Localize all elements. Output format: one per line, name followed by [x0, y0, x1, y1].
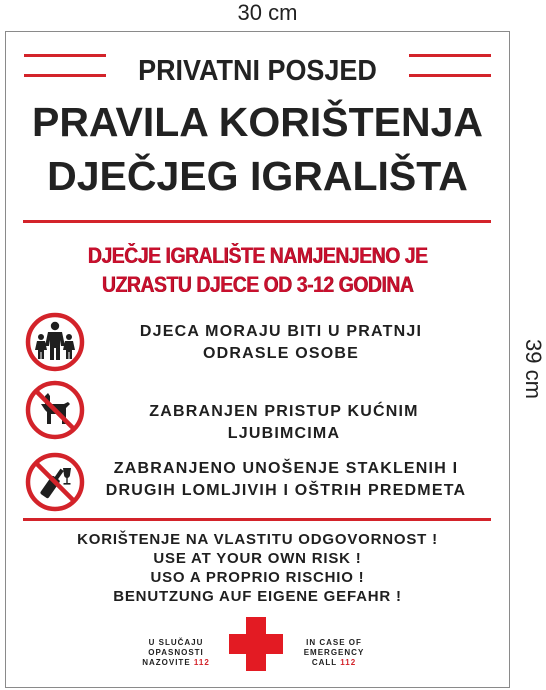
- no-glass-icon: [25, 452, 85, 512]
- own-risk-english: USE AT YOUR OWN RISK !: [153, 550, 362, 567]
- sign-title-line2: DJEČJEG IGRALIŠTA: [47, 153, 468, 199]
- own-risk-german: BENUTZUNG AUF EIGENE GEFAHR !: [113, 588, 402, 605]
- emergency-english-call-label: CALL: [311, 658, 338, 667]
- rule-adult-supervision-line2: ODRASLE OSOBE: [202, 345, 360, 362]
- emergency-english-line2: EMERGENCY: [303, 648, 365, 657]
- rule-no-glass-line2: DRUGIH LOMLJIVIH I OŠTRIH PREDMETA: [105, 482, 467, 499]
- private-property-heading: PRIVATNI POSJED: [138, 55, 377, 87]
- rule-no-pets-line1: ZABRANJEN PRISTUP KUĆNIM LJUBIMCIMA: [149, 403, 419, 442]
- adult-with-children-icon: [25, 312, 85, 372]
- own-risk-notice: [6, 530, 509, 606]
- rule-no-pets: [94, 401, 474, 445]
- age-notice-line2: UZRASTU DJECE OD 3-12 GODINA: [101, 272, 414, 297]
- playground-rules-sign: [5, 31, 510, 688]
- age-notice-line1: DJEČJE IGRALIŠTE NAMJENJENO JE: [87, 243, 428, 268]
- emergency-english-line1: IN CASE OF: [306, 638, 362, 647]
- emergency-number: 112: [193, 658, 210, 667]
- divider-rule-1: [23, 220, 491, 223]
- sign-title-line1: PRAVILA KORIŠTENJA: [31, 99, 484, 145]
- divider-rule-2: [23, 518, 491, 521]
- no-pets-icon: [25, 380, 85, 440]
- width-dimension-label: 30 cm: [237, 0, 298, 25]
- emergency-croatian-line1: U SLUČAJU: [148, 638, 204, 647]
- emergency-croatian-line2: OPASNOSTI: [148, 648, 204, 657]
- emergency-english-line3: [290, 658, 378, 668]
- rule-adult-supervision-line1: DJECA MORAJU BITI U PRATNJI: [139, 323, 423, 340]
- emergency-croatian-line3: [132, 658, 220, 668]
- emergency-croatian-call-label: NAZOVITE: [142, 658, 191, 667]
- rule-no-glass: [96, 458, 476, 502]
- emergency-number: 112: [340, 658, 357, 667]
- own-risk-italian: USO A PROPRIO RISCHIO !: [150, 569, 365, 586]
- emergency-text-english: [290, 638, 378, 668]
- height-dimension-label: 39 cm: [521, 339, 546, 399]
- own-risk-croatian: KORIŠTENJE NA VLASTITU ODGOVORNOST !: [77, 531, 438, 548]
- red-cross-icon: [229, 617, 283, 671]
- emergency-text-croatian: [132, 638, 220, 668]
- rule-adult-supervision: [101, 321, 461, 365]
- rule-no-glass-line1: ZABRANJENO UNOŠENJE STAKLENIH I: [113, 460, 459, 477]
